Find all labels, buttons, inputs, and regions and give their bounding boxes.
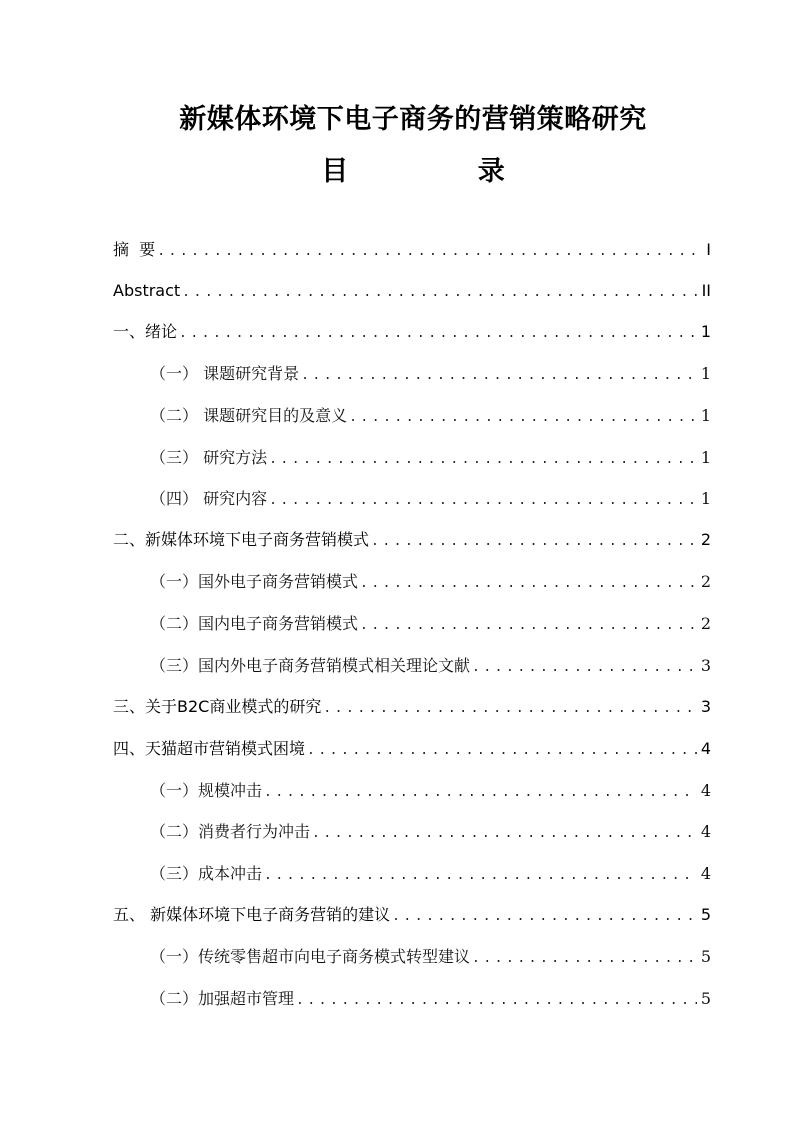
toc-entry-5-1[interactable] <box>150 943 711 971</box>
toc-leader-dots <box>472 945 697 973</box>
toc-entry-4-1[interactable] <box>150 777 711 805</box>
toc-entry-2-2[interactable] <box>150 610 711 638</box>
toc-entry-title: （一）规模冲击 <box>150 781 263 800</box>
toc-entry-1-3[interactable] <box>150 444 711 472</box>
toc-entry-chapter-2[interactable] <box>113 526 711 554</box>
toc-entry-title: 二、新媒体环境下电子商务营销模式 <box>113 530 370 549</box>
toc-entry-title: 一、绪论 <box>113 322 178 341</box>
toc-entry-abstract-cn[interactable] <box>113 236 711 264</box>
toc-entry-4-2[interactable] <box>150 818 711 846</box>
toc-leader-dots <box>360 612 697 640</box>
toc-entry-title: 三、关于B2C商业模式的研究 <box>113 697 322 716</box>
toc-leader-dots <box>307 737 697 765</box>
toc-leader-dots <box>296 987 697 1015</box>
toc-leader-dots <box>312 820 697 848</box>
toc-entry-abstract-en[interactable] <box>113 277 711 305</box>
toc-leader-dots <box>269 487 697 515</box>
toc-page-number: I <box>706 240 711 259</box>
toc-entry-4-3[interactable] <box>150 860 711 888</box>
toc-page-number: 3 <box>700 656 711 675</box>
toc-page-number: 5 <box>700 947 711 966</box>
toc-page-number: 1 <box>700 406 711 425</box>
toc-entry-title: 五、 新媒体环境下电子商务营销的建议 <box>113 905 391 924</box>
toc-leader-dots <box>157 238 697 266</box>
toc-page-number: 2 <box>700 530 711 549</box>
toc-leader-dots <box>264 779 697 807</box>
toc-page-number: 4 <box>700 781 711 800</box>
toc-page-number: 4 <box>700 739 711 758</box>
toc-entry-title: 四、天猫超市营销模式困境 <box>113 739 306 758</box>
toc-entry-title: （一）传统零售超市向电子商务模式转型建议 <box>150 947 471 966</box>
toc-entry-title: （二）消费者行为冲击 <box>150 822 311 841</box>
toc-page-number: II <box>701 281 711 300</box>
toc-page-number: 2 <box>700 572 711 591</box>
toc-entry-title: （四） 研究内容 <box>150 489 268 508</box>
toc-entry-title: （二）国内电子商务营销模式 <box>150 614 359 633</box>
toc-leader-dots <box>371 528 697 556</box>
toc-page-number: 1 <box>700 448 711 467</box>
toc-entry-1-2[interactable] <box>150 402 711 430</box>
toc-entry-1-4[interactable] <box>150 485 711 513</box>
toc-leader-dots <box>269 446 697 474</box>
toc-entry-1-1[interactable] <box>150 360 711 388</box>
toc-page-number: 1 <box>700 489 711 508</box>
toc-page-number: 4 <box>700 864 711 883</box>
toc-entry-5-2[interactable] <box>150 985 711 1013</box>
toc-entry-chapter-5[interactable] <box>113 901 711 929</box>
toc-leader-dots <box>179 320 697 348</box>
toc-page-number: 2 <box>700 614 711 633</box>
toc-leader-dots <box>360 570 697 598</box>
toc-entry-title: 摘 要 <box>113 240 156 259</box>
toc-entry-chapter-3[interactable] <box>113 693 711 721</box>
toc-entry-title: （三）国内外电子商务营销模式相关理论文献 <box>150 656 471 675</box>
toc-entry-title: （三）成本冲击 <box>150 864 263 883</box>
toc-entry-title: （一）国外电子商务营销模式 <box>150 572 359 591</box>
toc-leader-dots <box>349 404 697 432</box>
toc-entry-2-1[interactable] <box>150 568 711 596</box>
toc-page-number: 1 <box>700 322 711 341</box>
toc-entry-title: （三） 研究方法 <box>150 448 268 467</box>
toc-entry-title: Abstract <box>113 281 181 300</box>
toc-page-number: 5 <box>700 989 711 1008</box>
toc-leader-dots <box>392 903 697 931</box>
toc-entry-title: （一） 课题研究背景 <box>150 364 300 383</box>
toc-entry-title: （二）加强超市管理 <box>150 989 295 1008</box>
toc-heading: 目 录 <box>321 156 565 187</box>
toc-leader-dots <box>182 279 697 307</box>
document-title: 新媒体环境下电子商务的营销策略研究 <box>179 104 647 135</box>
toc-page-number: 1 <box>700 364 711 383</box>
toc-entry-chapter-4[interactable] <box>113 735 711 763</box>
toc-leader-dots <box>472 654 697 682</box>
toc-page-number: 5 <box>700 905 711 924</box>
toc-page-number: 3 <box>700 697 711 716</box>
toc-entry-title: （二） 课题研究目的及意义 <box>150 406 348 425</box>
toc-leader-dots <box>301 362 697 390</box>
toc-entry-2-3[interactable] <box>150 652 711 680</box>
toc-page-number: 4 <box>700 822 711 841</box>
toc-leader-dots <box>323 695 696 723</box>
toc-leader-dots <box>264 862 697 890</box>
toc-entry-chapter-1[interactable] <box>113 318 711 346</box>
